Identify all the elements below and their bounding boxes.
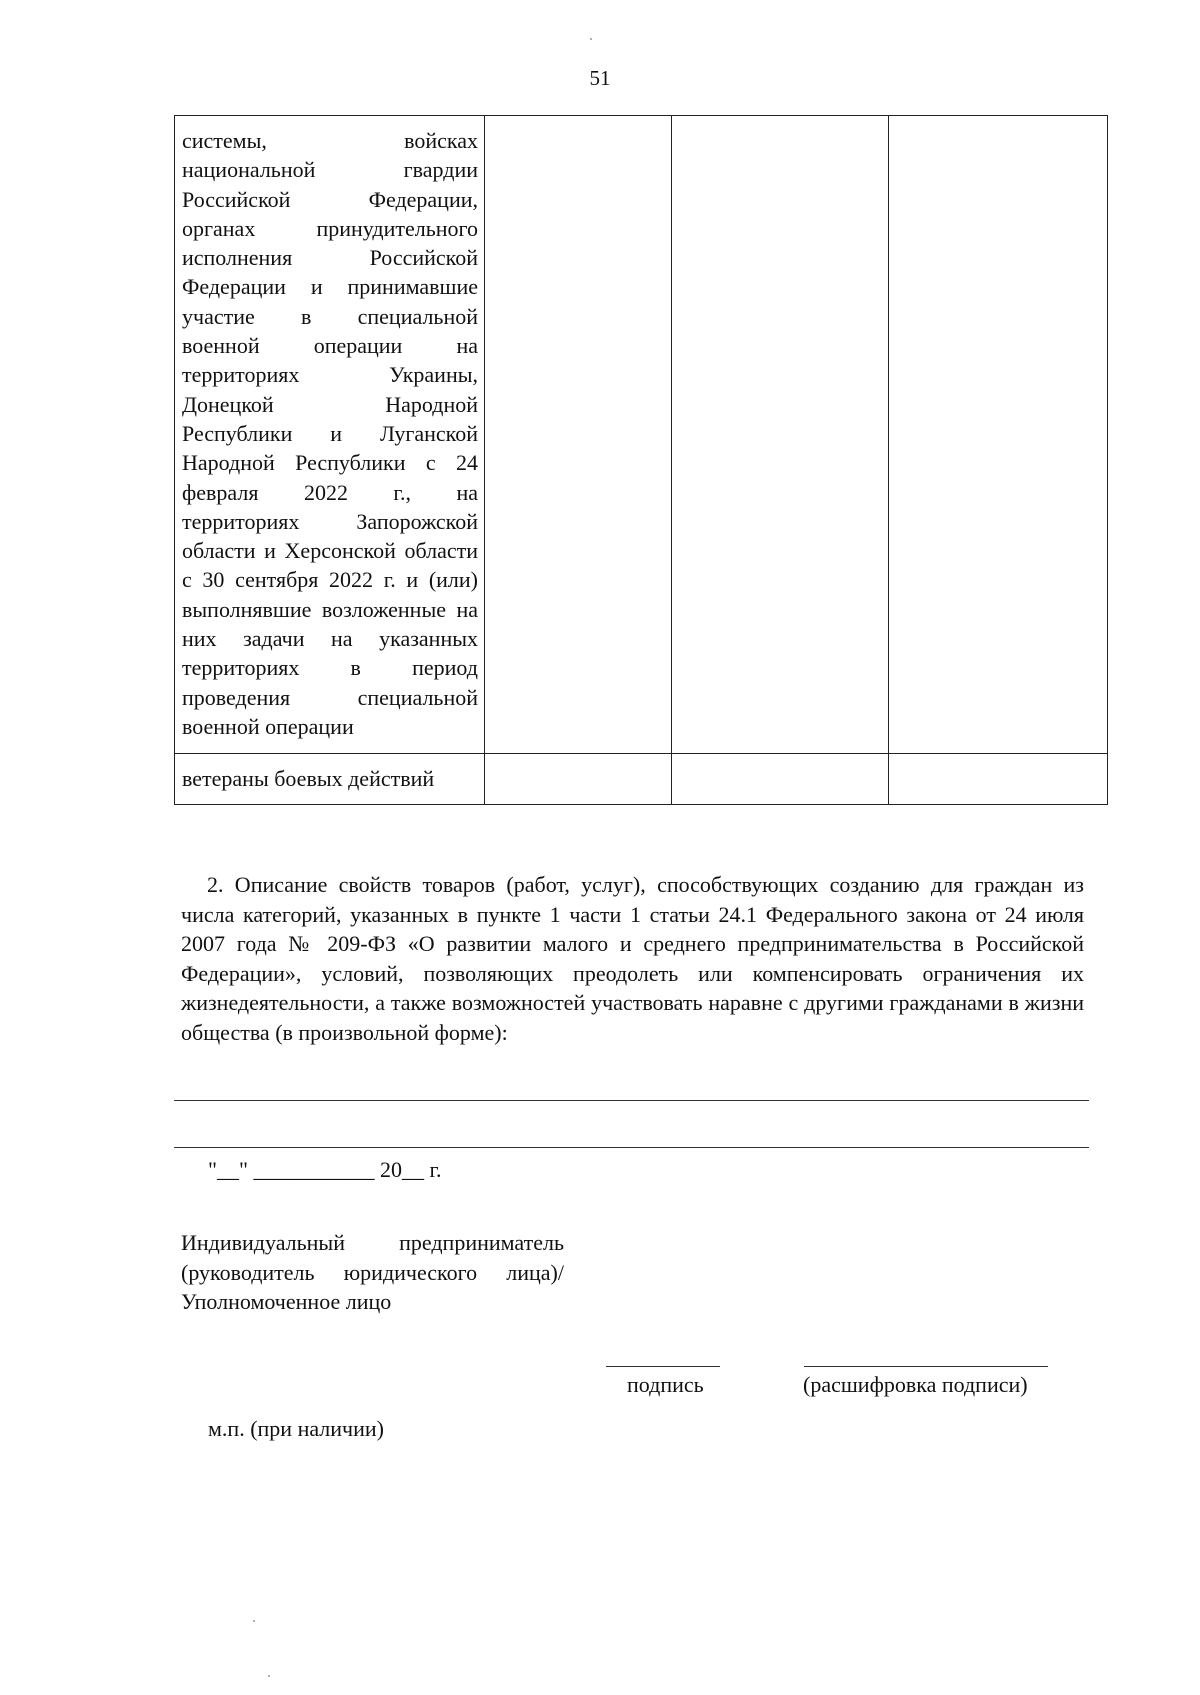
answer-line-2[interactable]: [174, 1147, 1089, 1148]
answer-line-1[interactable]: [174, 1100, 1089, 1101]
signature-line[interactable]: [606, 1366, 720, 1367]
empty-cell[interactable]: [672, 754, 889, 804]
table-row: [175, 116, 1108, 754]
section-2-paragraph: 2. Описание свойств товаров (работ, услуг), способствующих созданию для граждан из числа категорий, указанных в пункте 1 части 1 статьи 24.1 Федерального закона от 24 июля 2007 года № 209-ФЗ «О развитии малого и среднего предпринимательства в Российской Федерации», условий, позволяющих преодолеть или компенсировать ограничения их жизнедеятельности, а также возможностей участвовать наравне с другими гражданами в жизни общества (в произвольной форме):: [181, 872, 1084, 1045]
empty-cell[interactable]: [889, 116, 1108, 754]
empty-cell[interactable]: [672, 116, 889, 754]
empty-cell[interactable]: [485, 754, 672, 804]
category-text: ветераны боевых действий: [182, 766, 435, 792]
categories-table: [174, 115, 1108, 805]
category-cell: [175, 116, 485, 754]
table-row: [175, 754, 1108, 804]
stamp-label: м.п. (при наличии): [208, 1416, 384, 1441]
date-line: "__" ___________ 20__ г.: [208, 1157, 442, 1182]
decoding-label: (расшифровка подписи): [803, 1372, 1028, 1397]
scan-speck: [268, 1675, 270, 1677]
page-number: 51: [589, 66, 611, 90]
decoding-line[interactable]: [804, 1366, 1048, 1367]
category-text: системы, войсках национальной гвардии Российской Федерации, органах принудительного исполнения Российской Федерации и принимавшие участие в специальной военной операции на территориях Украины, Донецкой Народной Республики и Луганской Народной Республики с 24 февраля 2022 г., на территориях Запорожской области и Херсонской области с 30 сентября 2022 г. и (или) выполнявшие возложенные на них задачи на указанных территориях в период проведения специальной военной операции: [182, 128, 478, 739]
empty-cell[interactable]: [889, 754, 1108, 804]
category-cell: [175, 754, 485, 804]
scan-speck: [253, 1620, 255, 1622]
scan-speck: [590, 38, 592, 40]
signer-title: Индивидуальный предприниматель (руководитель юридического лица)/Уполномоченное лицо: [181, 1230, 564, 1314]
signature-label: подпись: [627, 1372, 704, 1397]
empty-cell[interactable]: [485, 116, 672, 754]
